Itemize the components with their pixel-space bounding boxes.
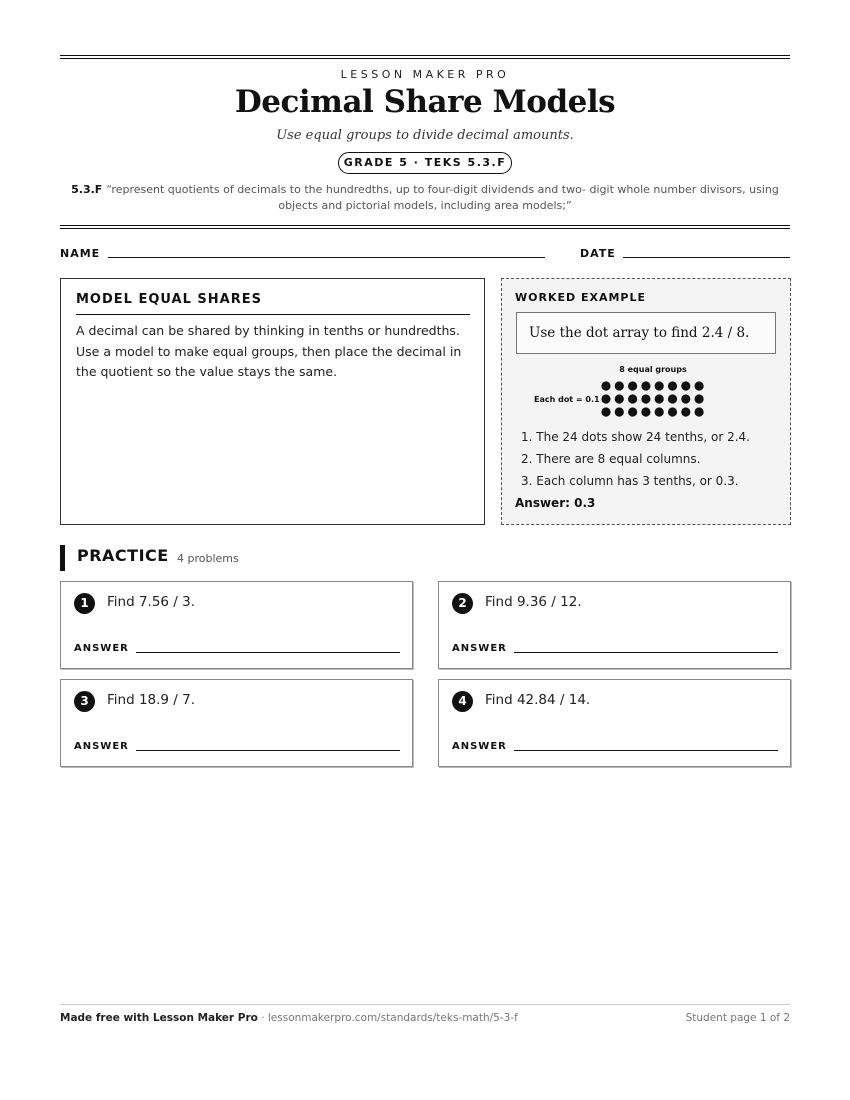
answer-label: ANSWER — [452, 643, 507, 654]
dot — [615, 394, 624, 403]
problem-number: 1 — [74, 593, 95, 614]
problem-number: 3 — [74, 691, 95, 712]
dot — [641, 407, 650, 416]
problem-number: 4 — [452, 691, 473, 712]
answer-line[interactable] — [136, 652, 400, 653]
problem-text: Find 9.36 / 12. — [485, 594, 582, 610]
answer-label: ANSWER — [74, 643, 129, 654]
date-field-line[interactable] — [623, 257, 790, 258]
dot — [601, 381, 610, 390]
example-step: 3. Each column has 3 tenths, or 0.3. — [521, 474, 739, 488]
page-title: Decimal Share Models — [234, 84, 616, 120]
dot — [641, 381, 650, 390]
standard-code: 5.3.F — [71, 183, 103, 196]
dot — [601, 407, 610, 416]
dot — [695, 407, 704, 416]
practice-title: PRACTICE — [77, 546, 169, 565]
footer-credit — [60, 1012, 518, 1024]
name-label: NAME — [60, 247, 101, 260]
dot — [668, 394, 677, 403]
problem-number: 2 — [452, 593, 473, 614]
dot — [695, 381, 704, 390]
dot — [681, 407, 690, 416]
header-bottom-rule-2 — [60, 228, 790, 229]
footer-url[interactable]: · lessonmakerpro.com/standards/teks-math/5-3-f — [257, 1012, 518, 1024]
dot — [655, 407, 664, 416]
example-answer: Answer: 0.3 — [515, 496, 596, 510]
header-top-rule — [60, 55, 790, 56]
groups-label: 8 equal groups — [619, 365, 687, 374]
problem-text: Find 18.9 / 7. — [107, 692, 196, 708]
example-step: 2. There are 8 equal columns. — [521, 452, 701, 466]
model-body: A decimal can be shared by thinking in tenths or hundredths. Use a model to make equal groups, then place the decimal in the quotient so the value stays the same. — [76, 323, 462, 379]
dot — [668, 407, 677, 416]
footer-rule — [60, 1004, 790, 1005]
header-top-rule-2 — [60, 58, 790, 59]
footer-page-number: Student page 1 of 2 — [685, 1012, 790, 1024]
answer-label: ANSWER — [452, 741, 507, 752]
problem-text: Find 7.56 / 3. — [107, 594, 196, 610]
date-label: DATE — [580, 247, 616, 260]
dot — [615, 407, 624, 416]
problem-card-3 — [60, 679, 413, 767]
dot — [655, 394, 664, 403]
dot — [681, 381, 690, 390]
dot — [628, 394, 637, 403]
footer-made-with: Made free with Lesson Maker Pro — [60, 1012, 258, 1024]
dot — [628, 407, 637, 416]
name-field-line[interactable] — [108, 257, 545, 258]
dot — [615, 381, 624, 390]
answer-line[interactable] — [136, 750, 400, 751]
model-heading: MODEL EQUAL SHARES — [76, 292, 262, 307]
dot — [641, 394, 650, 403]
grade-badge: GRADE 5 · TEKS 5.3.F — [338, 152, 512, 174]
example-prompt: Use the dot array to find 2.4 / 8. — [516, 312, 776, 354]
dot — [668, 381, 677, 390]
model-equal-shares-panel — [60, 278, 485, 525]
model-heading-rule — [76, 314, 470, 315]
standard-description: “represent quotients of decimals to the hundredths, up to four-digit dividends and two- digit whole number divisors, using objects and pictorial models, including area models;” — [106, 183, 779, 212]
example-heading: WORKED EXAMPLE — [515, 291, 646, 304]
standard-text-block — [70, 182, 780, 214]
dot — [601, 394, 610, 403]
each-dot-label: Each dot = 0.1 — [534, 395, 600, 404]
worked-example-panel — [501, 278, 791, 525]
dot — [695, 394, 704, 403]
header-bottom-rule — [60, 225, 790, 226]
dot — [655, 381, 664, 390]
problem-card-4 — [438, 679, 791, 767]
dot-array — [601, 380, 709, 420]
answer-line[interactable] — [514, 750, 778, 751]
dot — [628, 381, 637, 390]
page-subtitle: Use equal groups to divide decimal amounts. — [276, 128, 574, 143]
brand-label: LESSON MAKER PRO — [340, 68, 510, 81]
problem-card-1 — [60, 581, 413, 669]
example-step: 1. The 24 dots show 24 tenths, or 2.4. — [521, 430, 750, 444]
problem-text: Find 42.84 / 14. — [485, 692, 591, 708]
example-steps — [521, 426, 750, 492]
dot — [681, 394, 690, 403]
practice-count: 4 problems — [177, 552, 239, 565]
answer-line[interactable] — [514, 652, 778, 653]
practice-accent-bar — [60, 545, 65, 571]
answer-label: ANSWER — [74, 741, 129, 752]
problem-card-2 — [438, 581, 791, 669]
